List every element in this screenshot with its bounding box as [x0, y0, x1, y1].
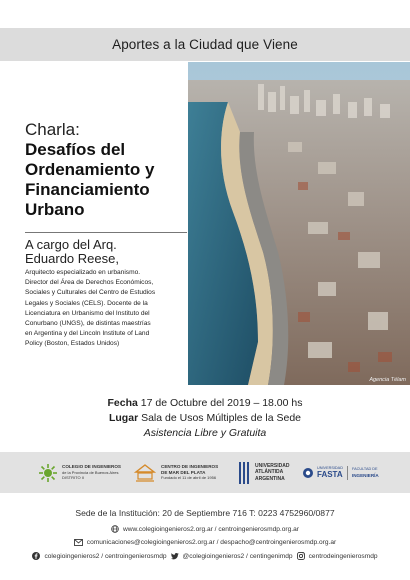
colegio-logo: [38, 452, 121, 493]
talk-kicker: Charla:: [25, 120, 80, 139]
email-links[interactable]: comunicaciones@colegioingenieros2.org.ar / despacho@centroingenierosmdp.org.ar: [86, 539, 337, 546]
centro-founded: Fundado el 11 de abril de 1956: [161, 475, 217, 481]
address: Sede de la Institución: 20 de Septiembre 716 T: 0223 4752960/0877: [75, 508, 335, 518]
fasta-line3: FACULTAD DE: [351, 467, 378, 472]
twitter-handles[interactable]: @colegioingenieros2 / centingenimdp: [182, 552, 293, 560]
centro-text: [161, 464, 218, 480]
centro-name: CENTRO DE INGENIEROS: [161, 464, 219, 470]
fasta-divider: [347, 466, 348, 480]
header-title: Aportes a la Ciudad que Viene: [112, 37, 298, 52]
fasta-line2: FASTA: [317, 470, 343, 480]
event-date: [0, 396, 410, 411]
centro-emblem-icon: [134, 463, 156, 483]
globe-icon: [111, 525, 119, 533]
bio-line: Legales y Sociales (CELS). Docente de la: [25, 299, 148, 307]
colegio-province: de la Provincia de Buenos Aires: [62, 469, 119, 475]
colegio-name: COLEGIO DE INGENIEROS: [62, 464, 121, 470]
date-value: 17 de Octubre del 2019 – 18.00 hs: [140, 397, 303, 409]
speaker-bio: [25, 268, 195, 350]
fasta-logo: [302, 452, 379, 493]
colegio-district: DISTRITO II: [62, 475, 84, 481]
atlantida-text: [255, 463, 289, 482]
city-aerial-image: [188, 62, 410, 385]
talk-title: [25, 140, 185, 220]
twitter-icon: [171, 552, 179, 560]
colegio-text: [62, 464, 121, 480]
place-label: Lugar: [108, 412, 139, 424]
bio-line: Sociales y Culturales del Centro de Estudios: [25, 289, 156, 297]
talk-title-line: Financiamiento: [25, 180, 150, 199]
date-label: Fecha: [107, 397, 138, 409]
bio-line: Arquitecto especializado en urbanismo.: [25, 269, 141, 276]
speaker-intro: A cargo del Arq.: [25, 237, 117, 252]
centro-city: DE MAR DEL PLATA: [161, 469, 206, 475]
social-line: [0, 552, 410, 560]
instagram-icon: [297, 552, 305, 560]
event-admission: Asistencia Libre y Gratuita: [143, 427, 267, 439]
bio-line: Licenciatura en Urbanismo del Instituto del: [25, 309, 150, 317]
bio-line: en Argentina y del Lincoln Institute of Land: [25, 330, 150, 338]
event-place: [0, 411, 410, 426]
logos-band: [0, 452, 410, 493]
speaker-block: [25, 238, 195, 350]
facebook-handles[interactable]: colegioingenieros2 / centroingenierosmdp: [44, 552, 167, 560]
fasta-line1: UNIVERSIDAD: [317, 465, 343, 470]
envelope-icon: [74, 539, 83, 546]
atlantida-line2: ATLÁNTIDA: [255, 469, 284, 476]
talk-title-line: Ordenamiento y: [25, 160, 155, 179]
atlantida-logo: [238, 452, 289, 493]
fasta-faculty: [352, 467, 379, 478]
photo-credit: Agencia Télam: [369, 377, 406, 383]
bio-line: Policy (Boston, Estados Unidos): [25, 340, 120, 348]
talk-title-line: Desafíos del: [25, 140, 126, 159]
divider: [25, 232, 187, 233]
fasta-text: [317, 466, 343, 479]
city-aerial-photo: [188, 62, 410, 385]
facebook-icon: [32, 552, 40, 560]
bio-line: Conurbano (UNGS), de distintas maestrías: [25, 320, 151, 328]
centro-logo: [134, 452, 218, 493]
fasta-emblem-icon: [302, 467, 314, 479]
event-details: [0, 396, 410, 441]
footer: [0, 508, 410, 560]
email-line: [0, 539, 410, 546]
header-band: [0, 28, 410, 61]
atlantida-line1: UNIVERSIDAD: [255, 462, 290, 469]
instagram-handle[interactable]: centrodeingenierosmdp: [308, 552, 378, 560]
fasta-line4: INGENIERÍA: [351, 472, 379, 478]
talk-title-line: Urbano: [25, 200, 85, 219]
speaker-name: Eduardo Reese,: [25, 251, 119, 266]
talk-block: [25, 120, 185, 220]
atlantida-emblem-icon: [238, 461, 250, 485]
bio-line: Director del Área de Derechos Económicos,: [25, 279, 154, 287]
place-value: Sala de Usos Múltiples de la Sede: [141, 412, 302, 424]
colegio-emblem-icon: [38, 463, 58, 483]
web-links[interactable]: www.colegioingenieros2.org.ar / centroingenierosmdp.org.ar: [123, 525, 299, 533]
atlantida-line3: ARGENTINA: [255, 475, 285, 482]
web-line: [0, 525, 410, 533]
